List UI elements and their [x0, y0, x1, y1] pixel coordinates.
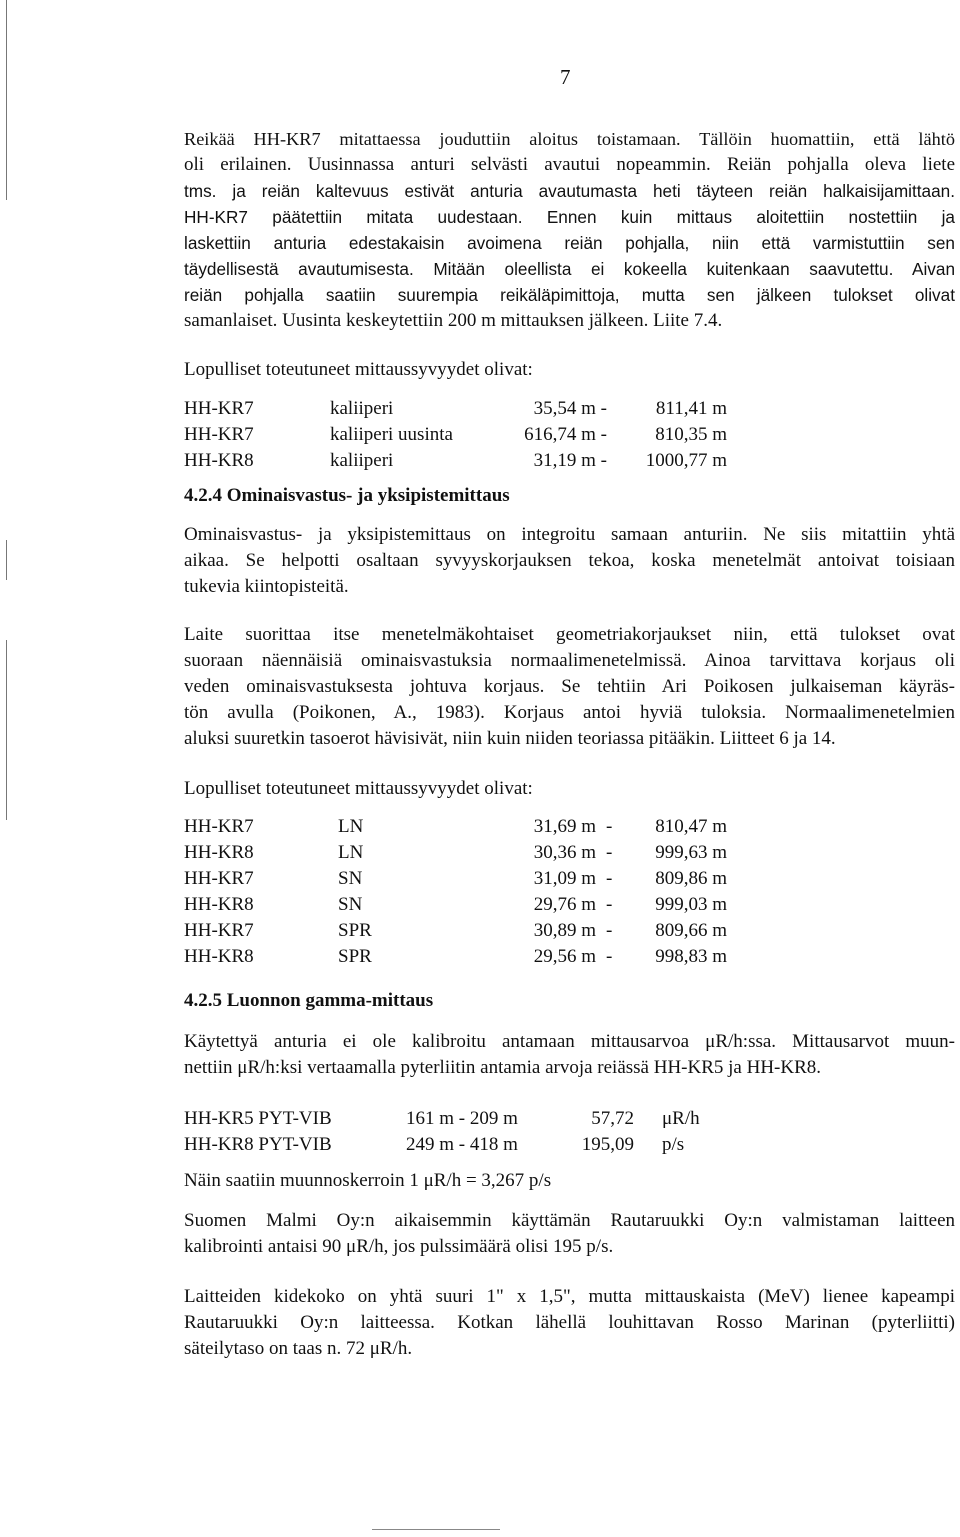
cell-to: 999,03 m	[655, 894, 727, 915]
cell-dash: -	[606, 920, 613, 941]
text-line: täydellisestä avautumisesta. Mitään oleellista ei kokeella kuitenkaan saavutettu. Aivan	[184, 259, 955, 279]
cell-dash: -	[606, 946, 613, 967]
cell-range: 161 m - 209 m	[406, 1108, 518, 1129]
cell-hole: HH-KR7	[184, 816, 254, 837]
cell-value: 57,72	[591, 1108, 634, 1129]
paragraph-final-depths-intro: Lopulliset toteutuneet mittaussyvyydet olivat:	[184, 359, 533, 380]
cell-method: LN	[338, 816, 364, 837]
cell-hole: HH-KR8	[184, 842, 254, 863]
paragraph-kr7-remeasurement	[184, 126, 955, 334]
cell-from: 31,69 m	[533, 816, 596, 837]
cell-method: LN	[338, 842, 364, 863]
paragraph-gamma-calibration	[184, 1029, 955, 1081]
text-line: Reikää HH-KR7 mitattaessa jouduttiin aloitus toistamaan. Tällöin huomattiin, että lähtö	[184, 129, 955, 149]
cell-to: 811,41 m	[655, 398, 727, 419]
text-line: veden ominaisvastuksesta johtuva korjaus. Se tehtiin Ari Poikosen julkaiseman käyräs-	[184, 676, 955, 697]
text-line: oli erilainen. Uusinnassa anturi selvästi avautui nopeammin. Reiän pohjalla oleva liete	[184, 154, 955, 175]
cell-from: 29,56 m	[533, 946, 596, 967]
cell-range: 249 m - 418 m	[406, 1134, 518, 1155]
cell-method: SN	[338, 894, 363, 915]
cell-method: SPR	[338, 946, 372, 967]
cell-probe: kaliiperi	[330, 450, 394, 471]
text-line: Käytettyä anturia ei ole kalibroitu antamaan mittausarvoa μR/h:ssa. Mittausarvot muun-	[184, 1031, 955, 1052]
cell-hole: HH-KR7	[184, 920, 254, 941]
cell-method: SPR	[338, 920, 372, 941]
text-line: kalibrointi antaisi 90 μR/h, jos pulssimäärä olisi 195 p/s.	[184, 1236, 614, 1257]
cell-hole: HH-KR5 PYT-VIB	[184, 1108, 332, 1129]
text-line: aikaa. Se helpotti osaltaan syvyyskorjauksen tekoa, koska menetelmät antoivat toisiaan	[184, 550, 955, 571]
text-line: nettiin μR/h:ksi vertaamalla pyterliitin antamia arvoja reiässä HH-KR5 ja HH-KR8.	[184, 1057, 822, 1078]
cell-to: 1000,77 m	[645, 450, 727, 471]
scan-edge-mark	[6, 0, 7, 200]
text-line: suoraan näennäisiä ominaisvastuksia normaalimenetelmissä. Ainoa tarvittava korjaus oli	[184, 650, 955, 671]
paragraph-crystal-size	[184, 1284, 955, 1362]
cell-hole: HH-KR8 PYT-VIB	[184, 1134, 332, 1155]
cell-hole: HH-KR8	[184, 450, 254, 471]
text-line: laskettiin anturia edestakaisin avoimena reiän pohjalla, niin että varmistuttiin sen	[184, 233, 955, 253]
page-number: 7	[560, 65, 571, 89]
scan-edge-mark	[6, 640, 7, 820]
text-line: säteilytaso on taas n. 72 μR/h.	[184, 1338, 413, 1359]
cell-hole: HH-KR8	[184, 946, 254, 967]
cell-to: 809,66 m	[655, 920, 727, 941]
cell-to: 810,35 m	[655, 424, 727, 445]
cell-probe: kaliiperi uusinta	[330, 424, 453, 445]
paragraph-integrated-probe	[184, 522, 955, 600]
cell-to: 999,63 m	[655, 842, 727, 863]
cell-from: 29,76 m	[533, 894, 596, 915]
text-line: aluksi suuretkin tasoerot hävisivät, niin kuin niiden teoriassa pitääkin. Liitteet 6 ja 14.	[184, 728, 836, 749]
cell-from: 31,19 m -	[533, 450, 607, 471]
text-line: Laitteiden kidekoko on yhtä suuri 1" x 1,5", mutta mittauskaista (MeV) lienee kapeampi	[184, 1286, 955, 1307]
text-line: HH-KR7 päätettiin mitata uudestaan. Ennen kuin mittaus aloitettiin nostettiin ja	[184, 207, 955, 227]
cell-hole: HH-KR7	[184, 398, 254, 419]
text-line: Rautaruukki Oy:n laitteessa. Kotkan lähellä louhittavan Rosso Marinan (pyterliitti)	[184, 1312, 955, 1333]
text-line: tukevia kiintopisteitä.	[184, 576, 349, 597]
paragraph-rautaruukki-calibration	[184, 1208, 955, 1260]
cell-to: 998,83 m	[655, 946, 727, 967]
section-heading-4-2-4: 4.2.4 Ominaisvastus- ja yksipistemittaus	[184, 485, 510, 506]
cell-method: SN	[338, 868, 363, 889]
paragraph-geometry-corrections	[184, 622, 955, 752]
paragraph-conversion-factor: Näin saatiin muunnoskerroin 1 μR/h = 3,267 p/s	[184, 1170, 552, 1191]
cell-hole: HH-KR8	[184, 894, 254, 915]
text-line: reiän pohjalla saatiin suurempia reikäläpimittoja, mutta sen jälkeen tulokset olivat	[184, 285, 955, 305]
cell-hole: HH-KR7	[184, 868, 254, 889]
cell-unit: p/s	[662, 1134, 685, 1155]
cell-to: 809,86 m	[655, 868, 727, 889]
cell-from: 616,74 m -	[524, 424, 607, 445]
cell-probe: kaliiperi	[330, 398, 394, 419]
text-line: tms. ja reiän kaltevuus estivät anturia avautumasta heti täyteen reiän halkaisijamittaan.	[184, 181, 955, 201]
cell-from: 31,09 m	[533, 868, 596, 889]
cell-to: 810,47 m	[655, 816, 727, 837]
text-line: Ominaisvastus- ja yksipistemittaus on integroitu samaan anturiin. Ne siis mitattiin yhtä	[184, 524, 955, 545]
cell-value: 195,09	[581, 1134, 634, 1155]
section-heading-4-2-5: 4.2.5 Luonnon gamma-mittaus	[184, 990, 434, 1011]
cell-from: 30,36 m	[533, 842, 596, 863]
text-line: Laite suorittaa itse menetelmäkohtaiset geometriakorjaukset niin, että tulokset ovat	[184, 624, 955, 645]
text-line: samanlaiset. Uusinta keskeytettiin 200 m mittauksen jälkeen. Liite 7.4.	[184, 310, 723, 331]
scan-edge-mark	[6, 540, 7, 580]
cell-from: 30,89 m	[533, 920, 596, 941]
paragraph-final-depths-intro-2: Lopulliset toteutuneet mittaussyvyydet olivat:	[184, 778, 533, 799]
text-line: Suomen Malmi Oy:n aikaisemmin käyttämän Rautaruukki Oy:n valmistaman laitteen	[184, 1210, 955, 1231]
cell-from: 35,54 m -	[533, 398, 607, 419]
cell-dash: -	[606, 894, 613, 915]
cell-unit: μR/h	[662, 1108, 700, 1129]
cell-dash: -	[606, 868, 613, 889]
scan-bottom-mark	[372, 1529, 500, 1530]
cell-dash: -	[606, 842, 613, 863]
cell-dash: -	[606, 816, 613, 837]
text-line: tön avulla (Poikonen, A., 1983). Korjaus antoi hyviä tuloksia. Normaalimenetelmien	[184, 702, 955, 723]
cell-hole: HH-KR7	[184, 424, 254, 445]
